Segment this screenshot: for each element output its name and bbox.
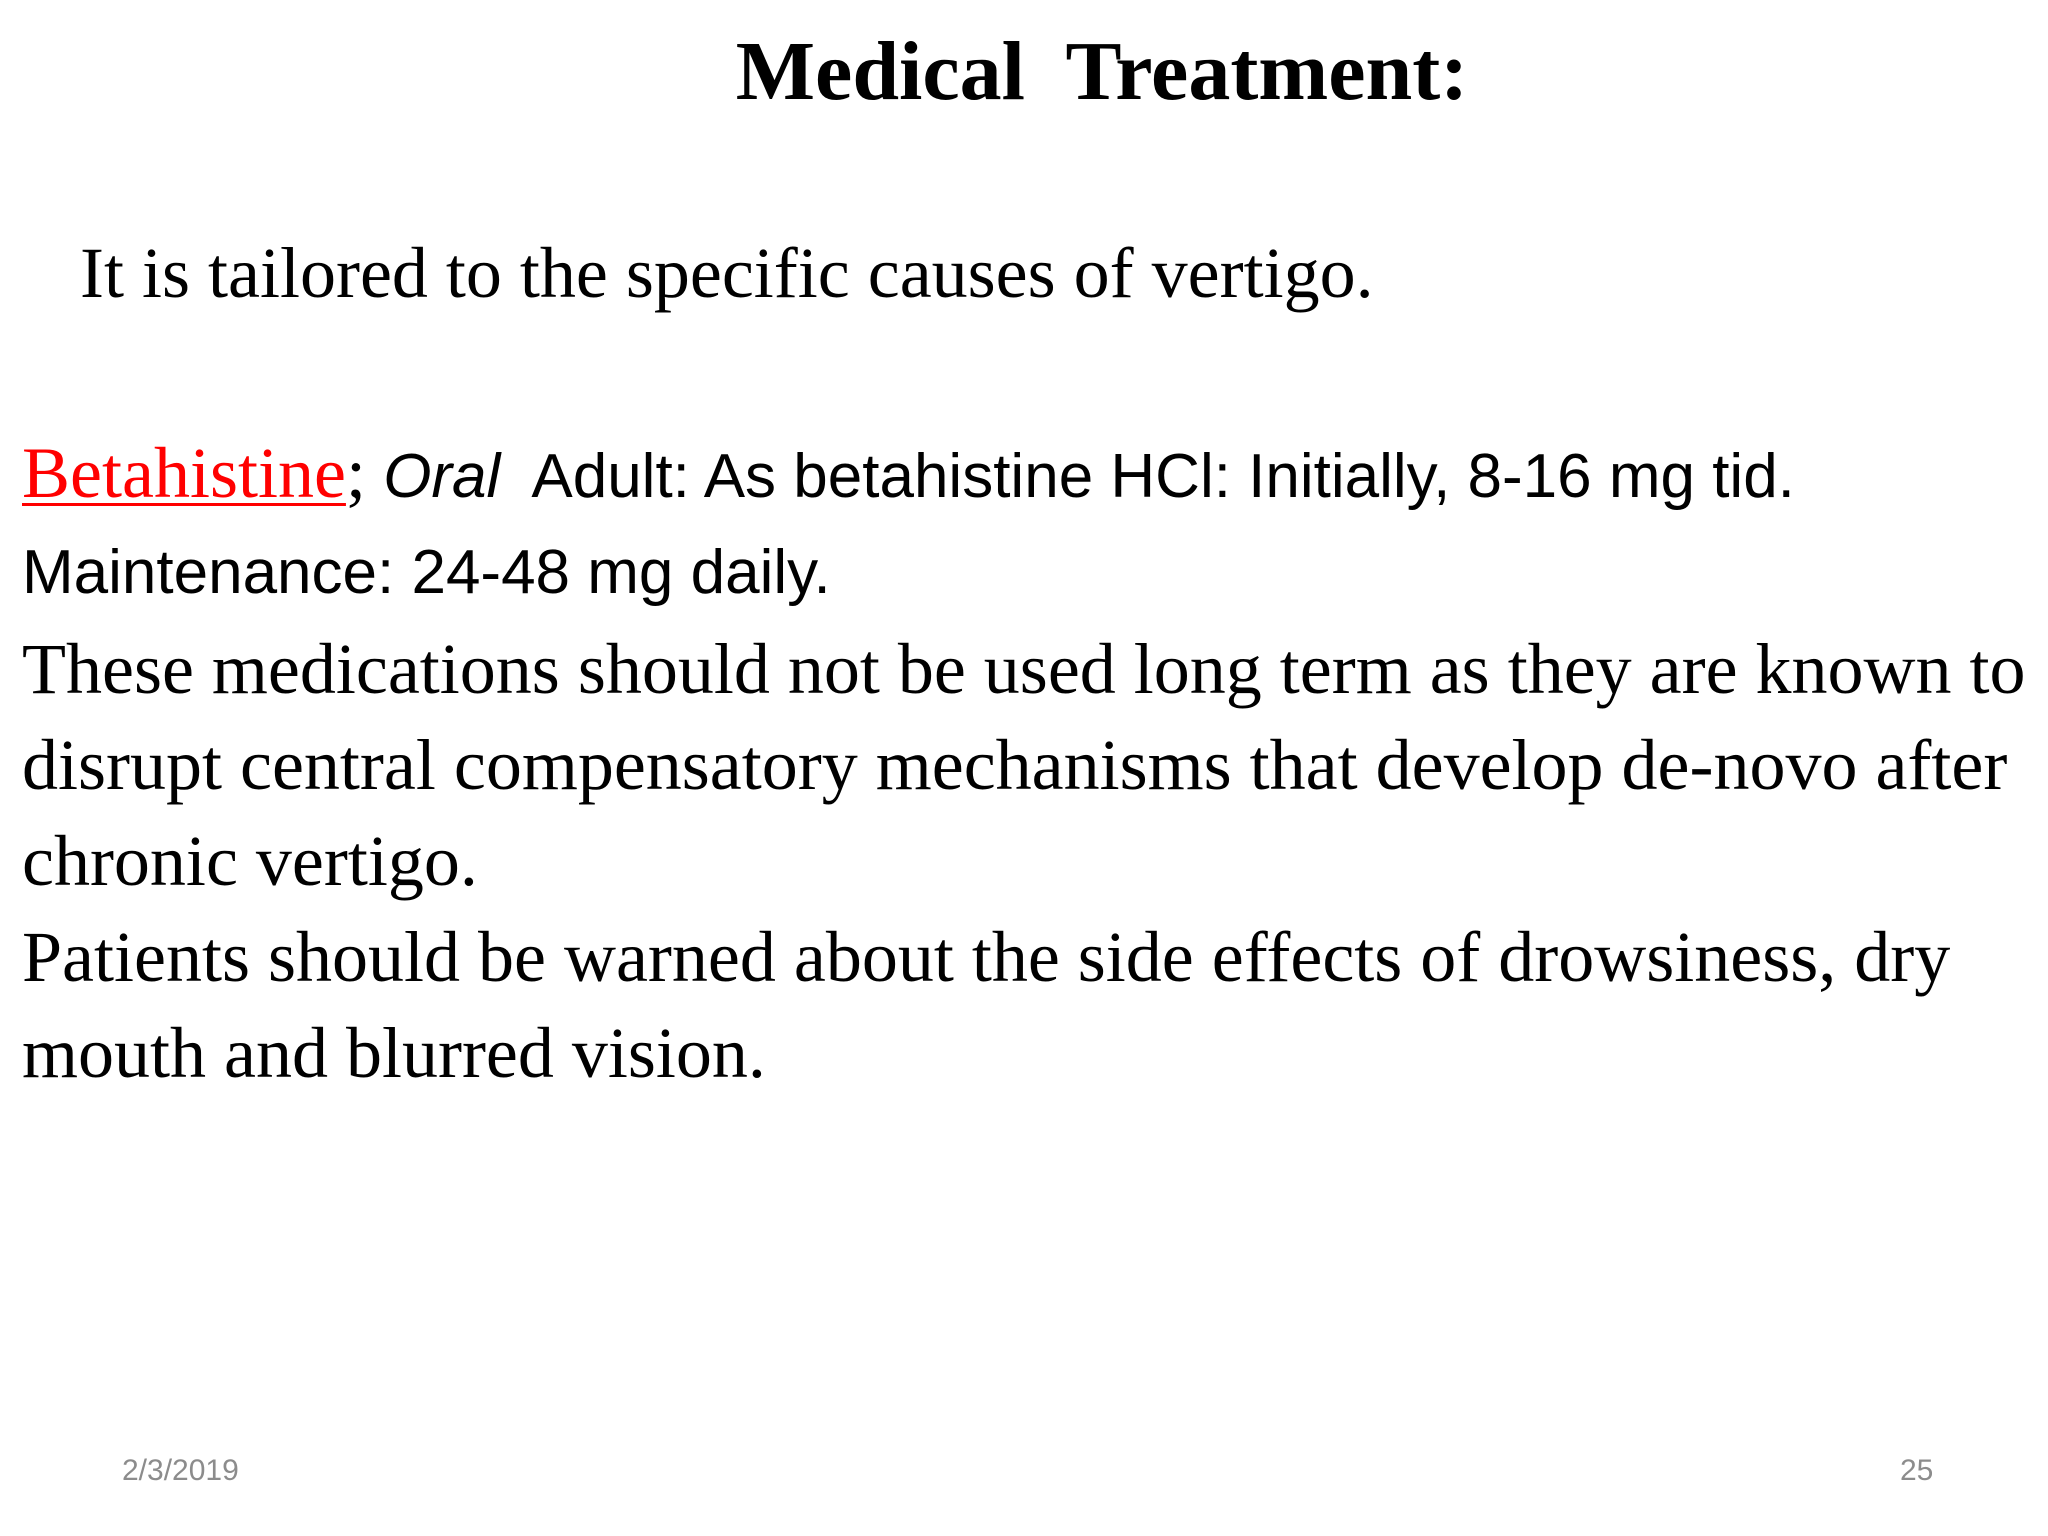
drug-separator: ; bbox=[345, 433, 366, 513]
warning-paragraph-side-effects: Patients should be warned about the side effects of drowsiness, dry mouth and blurred vision. bbox=[22, 917, 1951, 1093]
drug-dosage-paragraph bbox=[22, 425, 2032, 621]
drug-dosage: Adult: As betahistine HCl: Initially, 8-16 mg tid. Maintenance: 24-48 mg daily. bbox=[22, 442, 1813, 607]
drug-name: Betahistine bbox=[22, 433, 346, 513]
warning-paragraph-long-term: These medications should not be used long term as they are known to disrupt central compensatory mechanisms that develop de-novo after chronic vertigo. bbox=[22, 629, 2026, 901]
footer-date: 2/3/2019 bbox=[122, 1454, 239, 1487]
slide-title: Medical Treatment: bbox=[735, 25, 1469, 118]
intro-text: It is tailored to the specific causes of vertigo. bbox=[80, 233, 1374, 313]
slide-body bbox=[22, 425, 2032, 1101]
footer-page-number: 25 bbox=[1900, 1454, 1934, 1487]
drug-route: Oral bbox=[383, 442, 501, 511]
